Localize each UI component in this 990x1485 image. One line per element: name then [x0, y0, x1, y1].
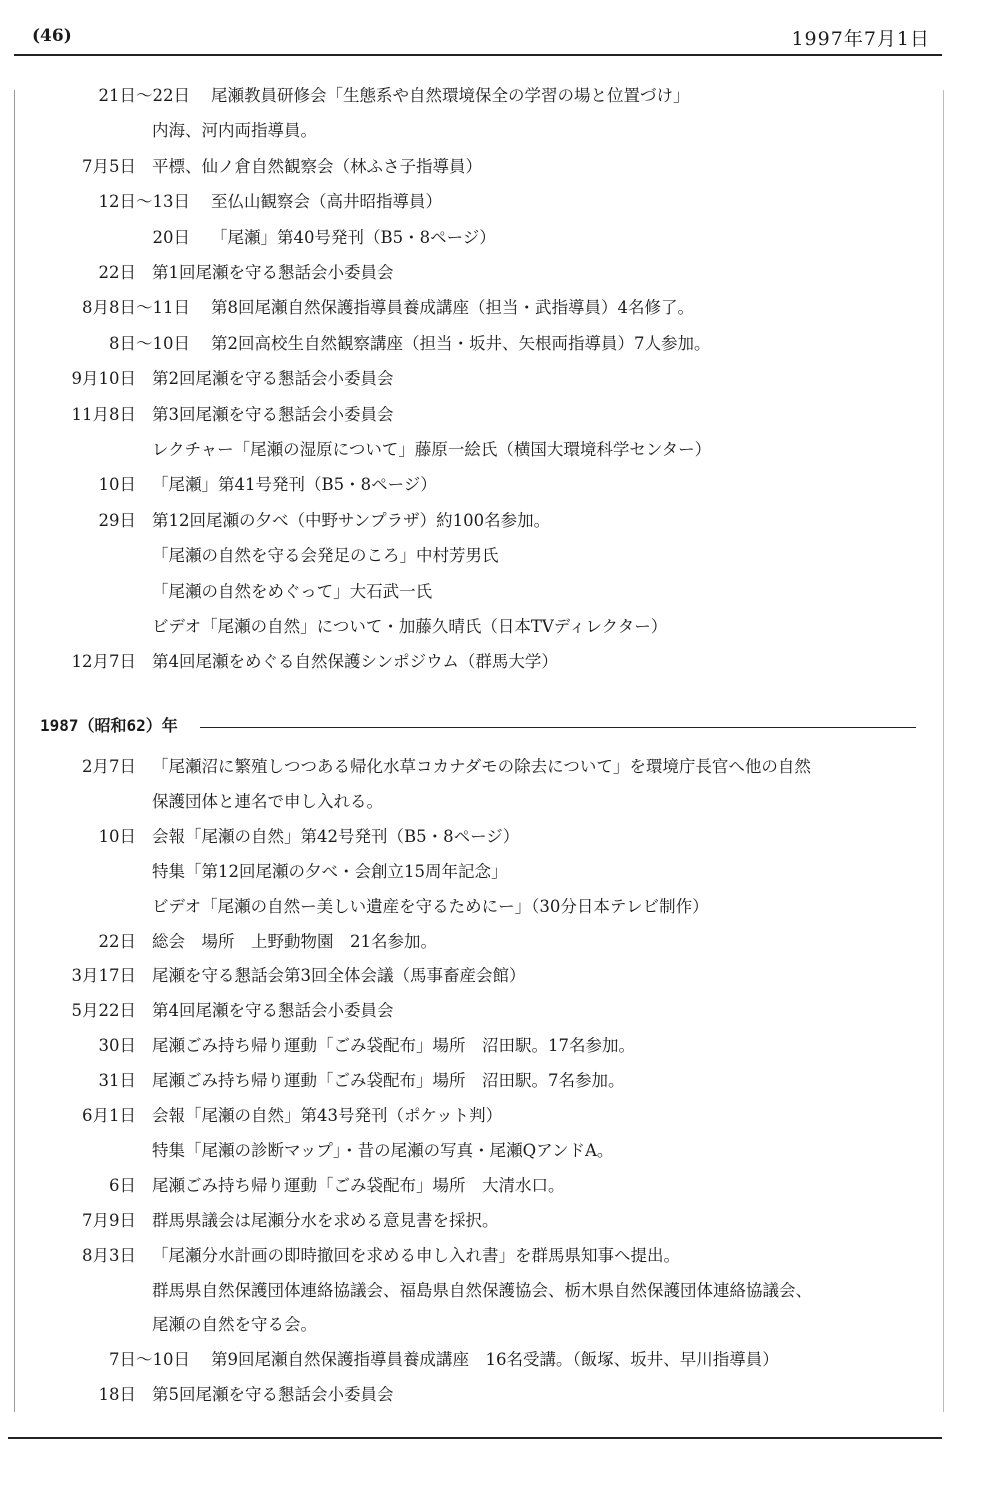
entry-date: 20日: [152, 227, 190, 247]
chronology-entry: [0, 187, 990, 217]
entry-date: 12日〜13日: [98, 192, 190, 212]
entry-text: 「尾瀬」第41号発刊（B5・8ページ）: [152, 475, 437, 495]
entry-date: 7日〜10日: [109, 1350, 190, 1370]
chronology-entry: [0, 435, 990, 465]
entry-date: 29日: [98, 510, 136, 530]
entry-text: 内海、河内両指導員。: [152, 121, 317, 141]
entry-text: 第2回尾瀬を守る懇話会小委員会: [152, 369, 394, 389]
year-heading-rule: [200, 727, 916, 728]
chronology-entry: [0, 647, 990, 677]
publication-date: 1997年7月1日: [791, 28, 930, 50]
chronology-entry: [0, 1066, 990, 1096]
entry-date: 22日: [98, 931, 136, 951]
entry-date: 8日〜10日: [109, 333, 190, 353]
entry-text: 「尾瀬」第40号発刊（B5・8ページ）: [211, 227, 496, 247]
entry-text: 第4回尾瀬をめぐる自然保護シンポジウム（群馬大学）: [152, 652, 558, 672]
chronology-entry: [0, 81, 990, 111]
entry-date: 22日: [98, 263, 136, 282]
entry-text: レクチャー「尾瀬の湿原について」藤原一絵氏（横国大環境科学センター）: [152, 440, 712, 459]
entry-date: 6日: [109, 1175, 136, 1195]
entry-text: 保護団体と連名で申し入れる。: [152, 791, 383, 811]
entry-date: 30日: [98, 1036, 136, 1056]
chronology-entry: [0, 822, 990, 852]
chronology-entry: [0, 927, 990, 957]
entry-text: 特集「第12回尾瀬の夕べ・会創立15周年記念」: [152, 861, 508, 881]
chronology-entry: [0, 612, 990, 642]
entry-text: 「尾瀬沼に繁殖しつつある帰化水草コカナダモの除去について」を環境庁長官へ他の自然: [152, 757, 811, 776]
entry-text: 尾瀬ごみ持ち帰り運動「ごみ袋配布」場所 沼田駅。17名参加。: [152, 1036, 635, 1056]
chronology-entry: [0, 400, 990, 430]
entry-text: 群馬県自然保護団体連絡協議会、福島県自然保護協会、栃木県自然保護団体連絡協議会、: [152, 1280, 812, 1300]
chronology-entry: [0, 506, 990, 536]
entry-text: 第1回尾瀬を守る懇話会小委員会: [152, 263, 394, 282]
chronology-entry: [0, 1345, 990, 1375]
entry-date: 9月10日: [71, 369, 136, 389]
chronology-entry: [0, 1310, 990, 1340]
entry-text: 第4回尾瀬を守る懇話会小委員会: [152, 1001, 394, 1021]
chronology-entry: [0, 364, 990, 394]
entry-date: 10日: [98, 475, 136, 495]
entry-text: 尾瀬教員研修会「生態系や自然環境保全の学習の場と位置づけ」: [211, 86, 690, 105]
chronology-entry: [0, 116, 990, 146]
page-header: [14, 22, 930, 52]
entry-text: 第5回尾瀬を守る懇話会小委員会: [152, 1385, 394, 1405]
entry-date: 21日〜22日: [98, 86, 190, 105]
entry-text: 「尾瀬の自然を守る会発足のころ」中村芳男氏: [152, 546, 499, 566]
entry-text: 「尾瀬分水計画の即時撤回を求める申し入れ書」を群馬県知事へ提出。: [152, 1245, 680, 1265]
header-rule: [14, 54, 942, 56]
entry-date: 6月1日: [82, 1106, 136, 1125]
entry-date: 8月3日: [82, 1245, 136, 1265]
entry-date: 31日: [98, 1071, 136, 1091]
footer-rule: [8, 1437, 942, 1439]
entry-date: 11月8日: [71, 404, 136, 424]
entry-text: 特集「尾瀬の診断マップ」・昔の尾瀬の写真・尾瀬QアンドA。: [152, 1140, 614, 1160]
entry-text: 会報「尾瀬の自然」第42号発刊（B5・8ページ）: [152, 826, 520, 846]
chronology-entry: [0, 293, 990, 323]
entry-text: 尾瀬ごみ持ち帰り運動「ごみ袋配布」場所 大清水口。: [152, 1175, 565, 1195]
entry-text: 群馬県議会は尾瀬分水を求める意見書を採択。: [152, 1210, 499, 1230]
chronology-entry: [0, 152, 990, 182]
chronology-entry: [0, 223, 990, 253]
year-heading: [40, 711, 920, 741]
chronology-entry: [0, 961, 990, 991]
entry-date: 10日: [98, 826, 136, 846]
entry-text: 第8回尾瀬自然保護指導員養成講座（担当・武指導員）4名修了。: [211, 298, 694, 318]
chronology-entry: [0, 996, 990, 1026]
entry-date: 3月17日: [71, 966, 136, 986]
entry-date: 8月8日〜11日: [82, 298, 190, 318]
chronology-entry: [0, 892, 990, 922]
chronology-entry: [0, 787, 990, 817]
chronology-entry: [0, 1101, 990, 1131]
entry-text: 尾瀬ごみ持ち帰り運動「ごみ袋配布」場所 沼田駅。7名参加。: [152, 1071, 625, 1091]
entry-text: ビデオ「尾瀬の自然」について・加藤久晴氏（日本TVディレクター）: [152, 617, 668, 636]
chronology-entry: [0, 1171, 990, 1201]
chronology-entry: [0, 857, 990, 887]
entry-text: 第12回尾瀬の夕べ（中野サンプラザ）約100名参加。: [152, 510, 551, 530]
entry-text: 「尾瀬の自然をめぐって」大石武一氏: [152, 581, 433, 601]
entry-date: 5月22日: [71, 1001, 136, 1021]
chronology-entry: [0, 1241, 990, 1271]
entry-date: 7月9日: [82, 1210, 136, 1230]
entry-text: 総会 場所 上野動物園 21名参加。: [152, 931, 437, 951]
year-heading-text: 1987（昭和62）年: [40, 716, 178, 735]
chronology-entry: [0, 470, 990, 500]
chronology-entry: [0, 541, 990, 571]
entry-text: ビデオ「尾瀬の自然ー美しい遺産を守るためにー」（30分日本テレビ制作）: [152, 896, 709, 916]
entry-text: 第3回尾瀬を守る懇話会小委員会: [152, 404, 394, 424]
entry-text: 第2回高校生自然観察講座（担当・坂井、矢根両指導員）7人参加。: [211, 333, 711, 353]
entry-date: 18日: [98, 1385, 136, 1405]
chronology-entry: [0, 1136, 990, 1166]
entry-text: 会報「尾瀬の自然」第43号発刊（ポケット判）: [152, 1106, 503, 1125]
chronology-entry: [0, 1206, 990, 1236]
chronology-entry: [0, 577, 990, 607]
chronology-entry: [0, 1380, 990, 1410]
entry-date: 2月7日: [82, 757, 136, 776]
entry-text: 第9回尾瀬自然保護指導員養成講座 16名受講。（飯塚、坂井、早川指導員）: [211, 1350, 779, 1370]
entry-text: 至仏山観察会（高井昭指導員）: [211, 192, 442, 212]
entry-date: 7月5日: [82, 156, 136, 176]
chronology-entry: [0, 258, 990, 288]
chronology-entry: [0, 1031, 990, 1061]
entry-text: 尾瀬を守る懇話会第3回全体会議（馬事畜産会館）: [152, 966, 526, 986]
entry-date: 12月7日: [71, 652, 136, 672]
chronology-entry: [0, 1276, 990, 1306]
chronology-entry: [0, 329, 990, 359]
page-number: (46): [32, 26, 72, 46]
entry-text: 尾瀬の自然を守る会。: [152, 1315, 317, 1335]
chronology-entry: [0, 752, 990, 782]
entry-text: 平標、仙ノ倉自然観察会（林ふさ子指導員）: [152, 156, 482, 176]
